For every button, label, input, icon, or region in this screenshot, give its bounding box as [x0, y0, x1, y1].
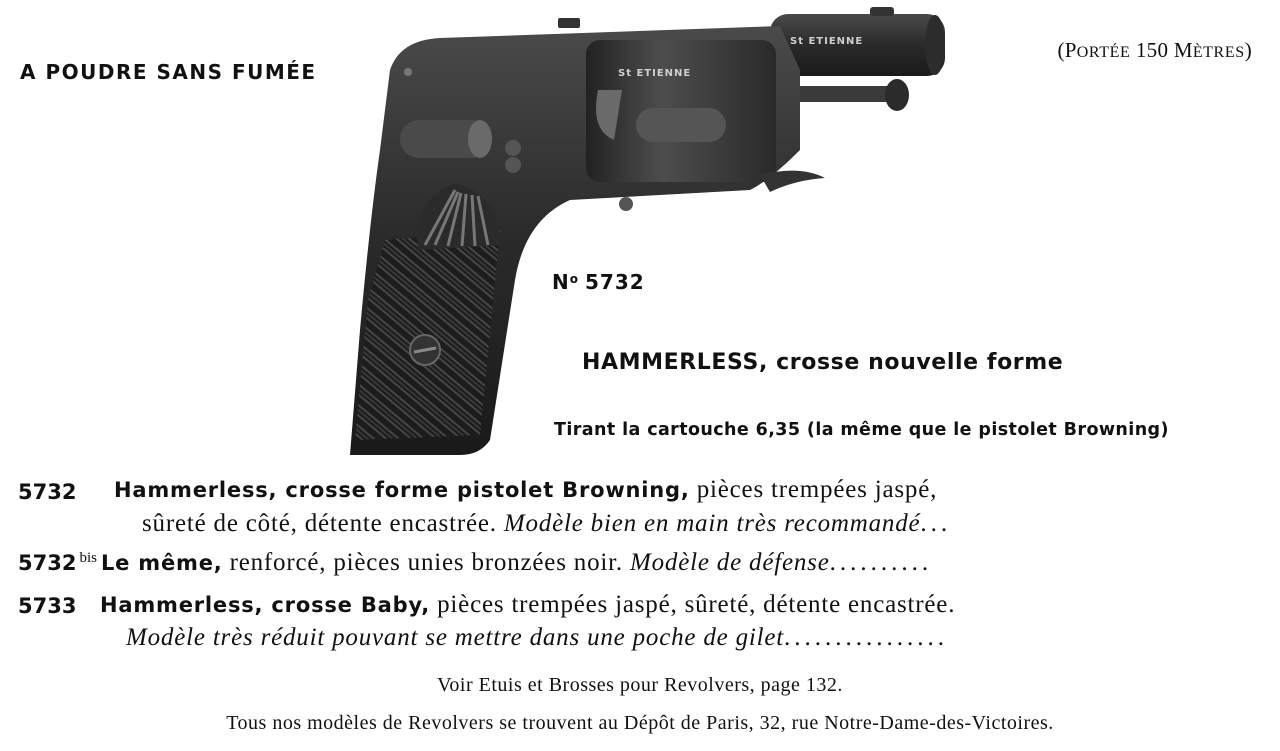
entry-5733-line2 [126, 624, 948, 652]
number-value: 5732 [585, 270, 645, 294]
entry-text: pièces trempées jaspé, sûreté, détente encastrée. [430, 591, 956, 618]
range-word-rest: ORTÉE [1076, 44, 1131, 61]
number-prefix: N [552, 270, 570, 294]
entry-5732-bis [18, 549, 932, 577]
entry-dots: .......... [829, 549, 933, 576]
entry-title: Le même, [100, 551, 223, 575]
range-close: ) [1244, 38, 1252, 62]
trigger [760, 171, 825, 192]
entry-5732-line2 [142, 510, 951, 538]
footer-note: Voir Etuis et Brosses pour Revolvers, page 132. [437, 674, 843, 696]
range-open: (P [1057, 38, 1077, 62]
range-note [1057, 38, 1252, 63]
entry-italic: Modèle très réduit pouvant se mettre dans une poche de gilet [126, 624, 785, 651]
front-sight [870, 7, 894, 16]
cylinder-flute [636, 108, 726, 142]
frame-screw [404, 68, 412, 76]
product-number [552, 270, 645, 294]
entry-5732 [18, 480, 76, 504]
entry-italic: Modèle bien en main très recommandé [496, 510, 921, 537]
number-sup: o [569, 272, 579, 286]
frame-screw [505, 157, 521, 173]
entry-dots: ................ [784, 624, 949, 651]
entry-title: Hammerless, crosse forme pistolet Browning, [114, 478, 690, 502]
entry-suffix: bis [79, 550, 97, 566]
entry-text: pièces trempées jaspé, [689, 476, 938, 503]
product-subline: Tirant la cartouche 6,35 (la même que le pistolet Browning) [554, 420, 1169, 440]
entry-italic: Modèle de défense [622, 549, 830, 576]
entry-number: 5732 [18, 551, 77, 575]
entry-number: 5733 [18, 594, 77, 618]
entry-5732-line1 [114, 476, 937, 504]
entry-5733-line1 [100, 591, 955, 619]
range-mid: 150 [1130, 38, 1174, 62]
barrel-engraving: St ETIENNE [790, 36, 864, 47]
ejector-rod [790, 86, 900, 102]
frame-screw [619, 197, 633, 211]
entry-text: sûreté de côté, détente encastrée. [142, 510, 497, 537]
ejector-knob [885, 79, 909, 111]
range-unit-first: M [1173, 38, 1193, 62]
frame-screw [505, 140, 521, 156]
barrel-muzzle [925, 15, 945, 75]
entry-number: 5732 [18, 480, 77, 504]
rear-sight [558, 18, 580, 28]
entry-text: renforcé, pièces unies bronzées noir. [222, 549, 623, 576]
footer-address: Tous nos modèles de Revolvers se trouvent au Dépôt de Paris, 32, rue Notre-Dame-des-Victoires. [226, 712, 1054, 734]
cylinder-engraving: St ETIENNE [618, 68, 692, 79]
range-unit-rest: ÈTRES [1192, 44, 1245, 61]
entry-dots: ... [920, 510, 952, 537]
entry-5733 [18, 594, 76, 618]
entry-title: Hammerless, crosse Baby, [100, 593, 431, 617]
pistol-illustration [330, 0, 960, 465]
tagline: A POUDRE SANS FUMÉE [20, 60, 317, 84]
product-headline: HAMMERLESS, crosse nouvelle forme [582, 350, 1064, 375]
